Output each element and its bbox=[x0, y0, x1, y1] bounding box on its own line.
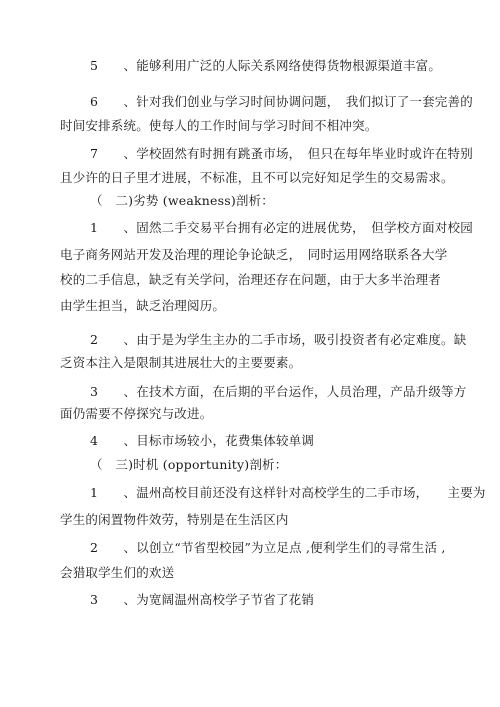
text-line: 3 、在技术方面，在后期的平台运作，人员治理，产品升级等方 bbox=[90, 384, 467, 399]
section-heading: （ 二)劣势 (weakness)剖析： bbox=[90, 193, 275, 208]
text-line: 学生的闲置物件效劳，特别是在生活区内 bbox=[60, 512, 289, 527]
text-line: 5 、能够利用广泛的人际关系网络使得货物根源渠道丰富。 bbox=[90, 58, 442, 73]
text-line: 4 、目标市场较小，花费集体较单调 bbox=[90, 433, 315, 448]
text-line: 1 、温州高校目前还没有这样针对高校学生的二手市场， 主要为 bbox=[90, 485, 486, 500]
text-line: 1 、固然二手交易平台拥有必定的进展优势， 但学校方面对校园 bbox=[90, 220, 473, 235]
text-line: 会猎取学生们的欢送 bbox=[60, 565, 175, 580]
text-line: 校的二手信息，缺乏有关学问，治理还存在问题，由于大多半治理者 bbox=[60, 272, 442, 287]
text-line: 6 、针对我们创业与学习时间协调问题， 我们拟订了一套完善的 bbox=[90, 94, 473, 109]
text-line: 且少许的日子里才进展，不标准，且不可以完好知足学生的交易需求。 bbox=[60, 170, 454, 185]
text-line: 2 、由于是为学生主办的二手市场，吸引投资者有必定难度。缺 bbox=[90, 332, 467, 347]
section-heading: （ 三)时机 (opportunity)剖析： bbox=[90, 457, 288, 472]
text-line: 时间安排系统。使每人的工作时间与学习时间不相冲突。 bbox=[60, 118, 378, 133]
text-line: 3 、为宽阔温州高校学子节省了花销 bbox=[90, 592, 315, 607]
text-line: 由学生担当，缺乏治理阅历。 bbox=[60, 298, 226, 313]
text-line: 乏资本注入是限制其进展壮大的主要要素。 bbox=[60, 355, 302, 370]
text-line: 7 、学校固然有时拥有跳蚤市场， 但只在每年毕业时或许在特别 bbox=[90, 146, 473, 161]
text-line: 面仍需要不停探究与改进。 bbox=[60, 406, 213, 421]
text-line: 电子商务网站开发及治理的理论争论缺乏， 同时运用网络联系各大学 bbox=[60, 247, 448, 262]
text-line: 2 、以创立“节省型校园”为立足点 ,便利学生们的寻常生活 , bbox=[90, 540, 446, 555]
